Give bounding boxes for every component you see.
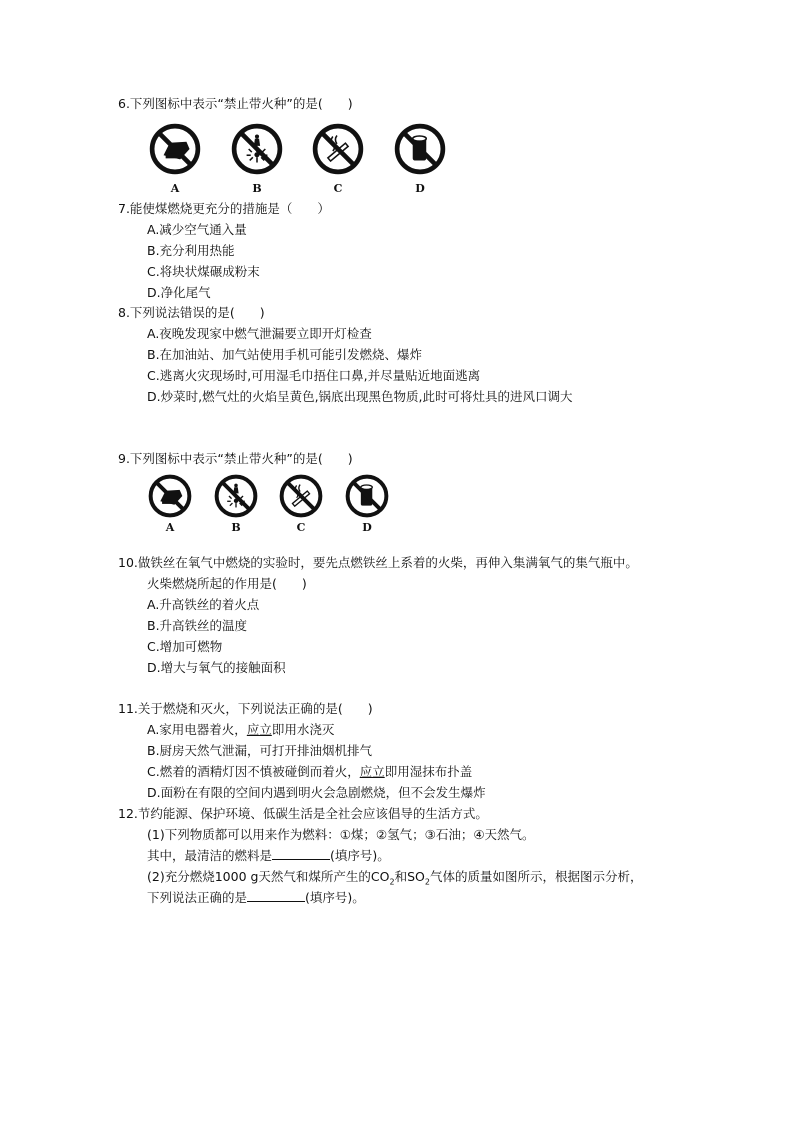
q11-option-b: B.厨房天然气泄漏，可打开排油烟机排气 [147,743,373,758]
option-text: 即用湿抹布扑盖 [384,764,473,779]
q12-part2-line2 [147,890,365,906]
option-text: C.燃着的酒精灯因不慎被碰倒而着火， [147,764,360,779]
icon-label: B [252,182,262,195]
icon-label: C [296,521,306,534]
question-text: 下列说法正确的是 [147,890,248,905]
question-text: 气体的质量如图所示，根据图示分析， [429,869,643,884]
icon-label: C [333,182,343,195]
no-open-flame-container-icon [394,123,446,175]
q12-stem: 12.节约能源、保护环境、低碳生活是全社会应该倡导的生活方式。 [118,806,488,821]
q10-option: C.增加可燃物 [147,639,223,654]
q7-option: C.将块状煤碾成粉末 [147,264,260,279]
no-smoking-icon [312,123,364,175]
q8-stem: 8.下列说法错误的是( ) [118,305,265,320]
option-text: 即用水浇灭 [271,722,335,737]
answer-blank[interactable] [272,848,330,860]
q12-part1-line1: (1)下列物质都可以用来作为燃料：①煤；②氢气；③石油；④天然气。 [147,827,535,842]
q6-icon-row [146,120,456,198]
q12-part2-line1 [147,869,642,891]
q7-stem: 7.能使煤燃烧更充分的措施是（ ） [118,201,330,216]
icon-label: D [362,521,372,534]
no-open-flame-container-icon [345,474,389,518]
subscript: 2 [389,877,395,887]
q10-option: B.升高铁丝的温度 [147,618,248,633]
question-text: (2)充分燃烧1000 g天然气和煤所产生的CO [147,869,390,884]
icon-label: D [415,182,425,195]
q9-icon-row [146,472,396,538]
q9-stem: 9.下列图标中表示“禁止带火种”的是( ) [118,451,353,466]
q12-part1-line2 [147,848,390,864]
icon-label: A [170,182,180,195]
q11-option-d: D.面粉在有限的空间内遇到明火会急剧燃烧，但不会发生爆炸 [147,785,486,800]
no-fireworks-icon [231,123,283,175]
q11-option-c [147,764,472,780]
q10-option: A.升高铁丝的着火点 [147,597,260,612]
q10-stem-line2: 火柴燃烧所起的作用是( ) [147,576,307,591]
q11-option-a [147,722,334,738]
question-text: (填序号)。 [330,848,390,863]
no-smoking-icon [279,474,323,518]
q8-option: B.在加油站、加气站使用手机可能引发燃烧、爆炸 [147,347,423,362]
option-text: A.家用电器着火， [147,722,247,737]
q7-option: B.充分利用热能 [147,243,235,258]
question-text: (填序号)。 [305,890,365,905]
underlined-text: 应立 [359,764,385,779]
q8-option: A.夜晚发现家中燃气泄漏要立即开灯检查 [147,326,372,341]
question-text: 和SO [394,869,425,884]
q6-stem: 6.下列图标中表示“禁止带火种”的是( ) [118,96,353,111]
icon-label: A [165,521,175,534]
no-fire-source-icon [149,123,201,175]
subscript: 2 [424,877,430,887]
q10-stem-line1: 10.做铁丝在氧气中燃烧的实验时，要先点燃铁丝上系着的火柴，再伸入集满氧气的集气瓶中。 [118,555,638,570]
question-text: 其中，最清洁的燃料是 [147,848,273,863]
q7-option: A.减少空气通入量 [147,222,247,237]
icon-label: B [231,521,241,534]
q10-option: D.增大与氧气的接触面积 [147,660,286,675]
q7-option: D.净化尾气 [147,285,211,300]
no-fire-source-icon [148,474,192,518]
underlined-text: 应立 [246,722,272,737]
no-fireworks-icon [214,474,258,518]
answer-blank[interactable] [247,890,305,902]
q8-option: C.逃离火灾现场时,可用湿毛巾捂住口鼻,并尽量贴近地面逃离 [147,368,481,383]
q8-option: D.炒菜时,燃气灶的火焰呈黄色,锅底出现黑色物质,此时可将灶具的进风口调大 [147,389,573,404]
q11-stem: 11.关于燃烧和灭火，下列说法正确的是( ) [118,701,373,716]
